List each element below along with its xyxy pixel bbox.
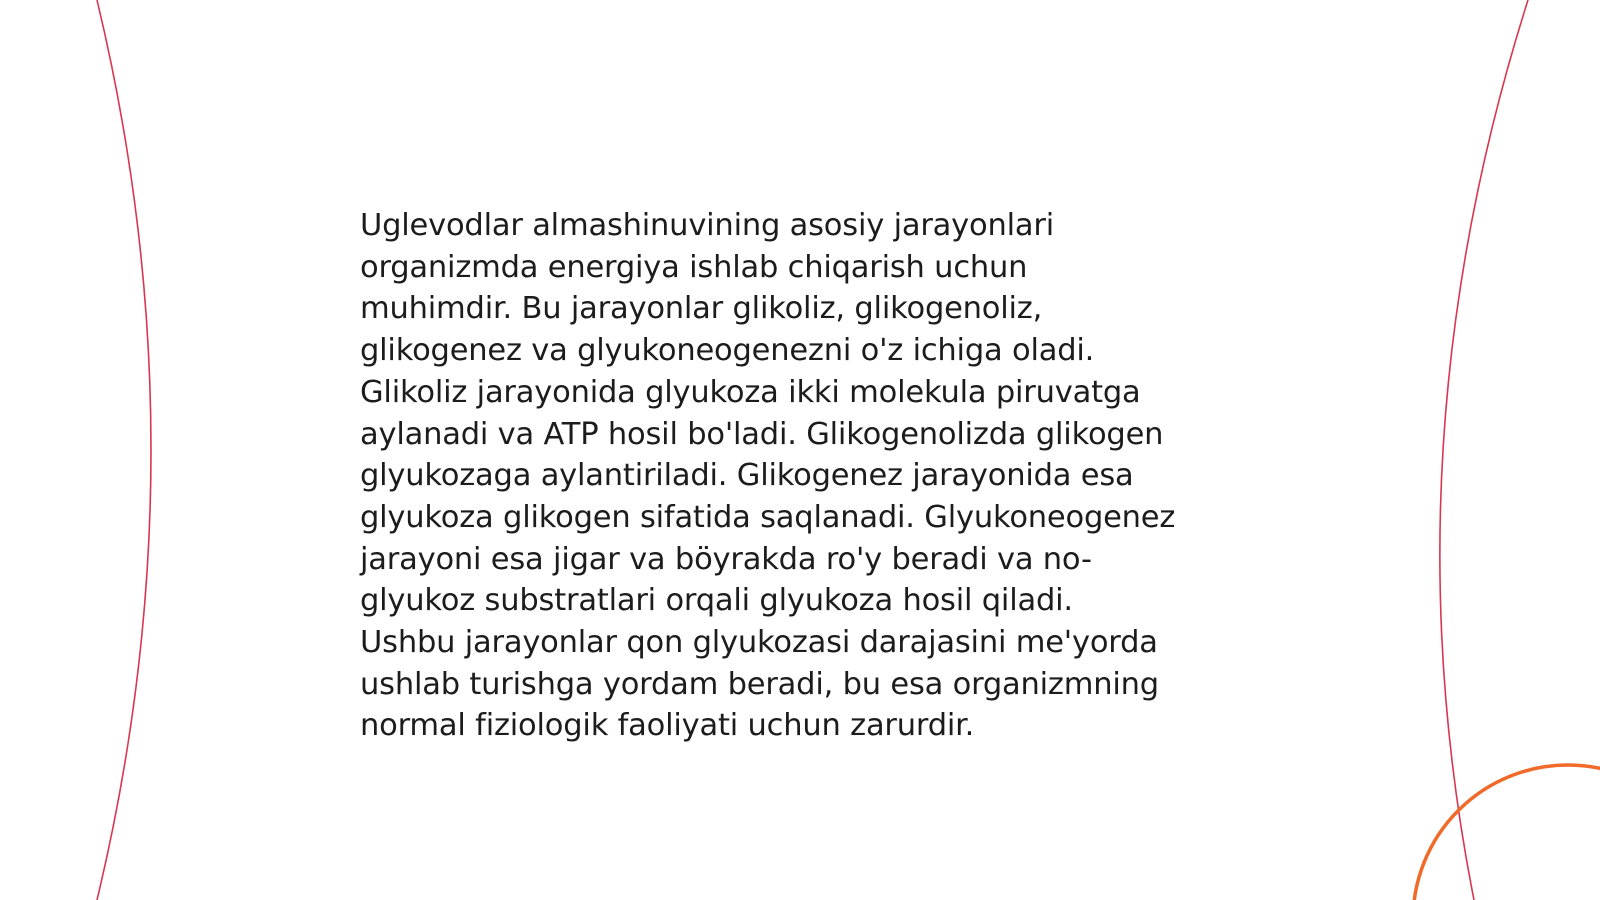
orange-circle-arc <box>1413 765 1600 900</box>
left-arc-line <box>97 0 151 900</box>
right-arc-line <box>1440 0 1528 900</box>
slide-body-text: Uglevodlar almashinuvining asosiy jarayonlari organizmda energiya ishlab chiqarish uchun muhimdir. Bu jarayonlar glikoliz, glikogenoliz, glikogenez va glyukoneogenezni o'z ichiga oladi. Glikoliz jarayonida glyukoza ikki molekula piruvatga aylanadi va ATP hosil bo'ladi. Glikogenolizda glikogen glyukozaga aylantiriladi. Glikogenez jarayonida esa glyukoza glikogen sifatida saqlanadi. Glyukoneogenez jarayoni esa jigar va böyrakda ro'y beradi va no- glyukoz substratlari orqali glyukoza hosil qiladi. Ushbu jarayonlar qon glyukozasi darajasini me'yorda ushlab turishga yordam beradi, bu esa organizmning normal fiziologik faoliyati uchun zarurdir. <box>360 208 1176 744</box>
